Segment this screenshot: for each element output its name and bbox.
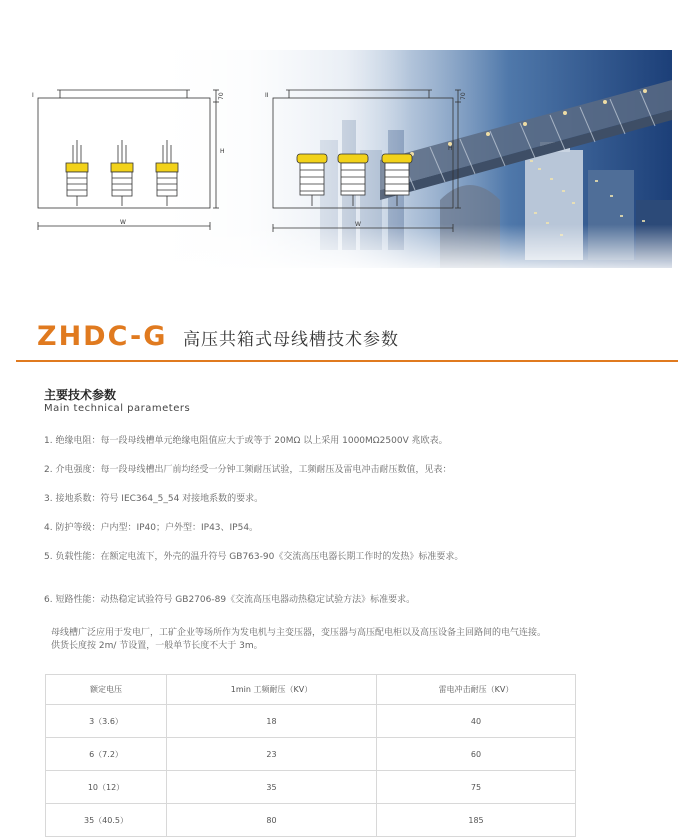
- header-banner: [20, 50, 672, 268]
- dim-width-label: W: [355, 221, 361, 228]
- title-divider: [16, 360, 678, 362]
- dim-height-label: H: [448, 145, 453, 152]
- diagram-roman-label: II: [265, 92, 269, 99]
- dim-top-label: 70: [218, 92, 225, 100]
- section-heading-cn: 主要技术参数: [44, 388, 117, 402]
- param-short-circuit: 6. 短路性能：动热稳定试验符号 GB2706-89《交流高压电器动热稳定试验方法》标准要求。: [44, 595, 416, 605]
- table-cell: 10（12）: [46, 771, 167, 804]
- dim-top-label: 70: [460, 92, 467, 100]
- table-row: [46, 771, 576, 804]
- table-row: [46, 705, 576, 738]
- column-header: 雷电冲击耐压（KV）: [377, 675, 576, 705]
- column-header: 1min 工频耐压（KV）: [167, 675, 377, 705]
- param-grounding: 3. 接地系数：符号 IEC364_5_54 对接地系数的要求。: [44, 494, 264, 504]
- table-cell: 80: [167, 804, 377, 837]
- banner-illustration: [20, 50, 672, 268]
- table-cell: 3（3.6）: [46, 705, 167, 738]
- table-cell: 75: [377, 771, 576, 804]
- dim-height-label: H: [220, 148, 225, 155]
- table-cell: 35（40.5）: [46, 804, 167, 837]
- dim-width-label: W: [120, 219, 126, 226]
- table-header-row: [46, 675, 576, 705]
- column-header: 额定电压: [46, 675, 167, 705]
- application-note: 母线槽广泛应用于发电厂，工矿企业等场所作为发电机与主变压器，变压器与高压配电柜以及高压设备主回路间的电气连接。供货长度按 2m/ 节设置，一般单节长度不大于 3m。: [51, 628, 547, 651]
- table-cell: 40: [377, 705, 576, 738]
- product-subtitle: 高压共箱式母线槽技术参数: [183, 330, 399, 350]
- table-cell: 23: [167, 738, 377, 771]
- table-cell: 35: [167, 771, 377, 804]
- param-insulation-resistance: 1. 绝缘电阻：每一段母线槽单元绝缘电阻值应大于或等于 20MΩ 以上采用 1000MΩ2500V 兆欧表。: [44, 436, 448, 446]
- table-cell: 60: [377, 738, 576, 771]
- table-row: [46, 738, 576, 771]
- product-model-title: ZHDC-G: [37, 321, 168, 352]
- param-dielectric-strength: 2. 介电强度：每一段母线槽出厂前均经受一分钟工频耐压试验，工频耐压及雷电冲击耐压数值，见表：: [44, 465, 452, 475]
- table-cell: 185: [377, 804, 576, 837]
- param-load-performance: 5. 负载性能：在额定电流下，外壳的温升符号 GB763-90《交流高压电器长期工作时的发热》标准要求。: [44, 552, 464, 562]
- section-heading-en: Main technical parameters: [44, 403, 191, 414]
- table-cell: 6（7.2）: [46, 738, 167, 771]
- diagram-roman-label: I: [32, 92, 34, 99]
- table-cell: 18: [167, 705, 377, 738]
- voltage-withstand-table: [45, 674, 576, 837]
- table-row: [46, 804, 576, 837]
- param-protection-class: 4. 防护等级：户内型：IP40；户外型：IP43、IP54。: [44, 523, 259, 533]
